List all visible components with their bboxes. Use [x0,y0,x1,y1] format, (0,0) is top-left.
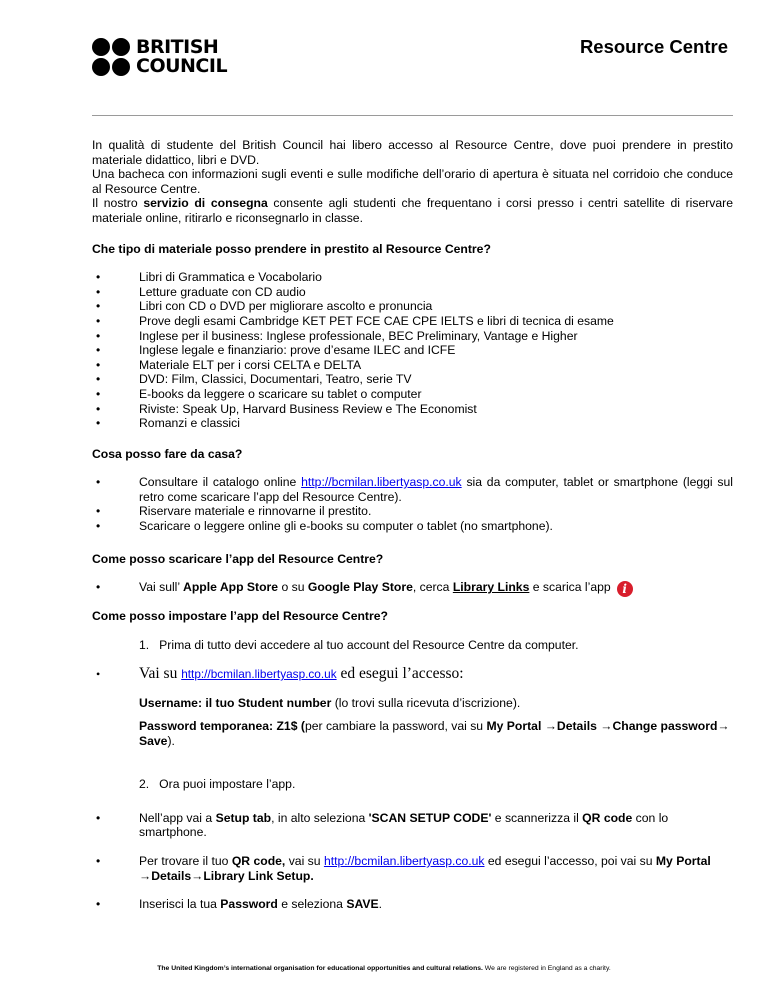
list-item: • Vai su http://bcmilan.libertyasp.co.uk ed esegui l’accesso: [92,665,733,683]
info-icon: i [617,581,633,597]
list-item: • Materiale ELT per i corsi CELTA e DELTA [92,358,733,373]
login-list [92,665,733,683]
list-item: • Libri di Grammatica e Vocabolario [92,270,733,285]
list-item: • Prove degli esami Cambridge KET PET FCE CAE CPE IELTS e libri di tecnica di esame [92,314,733,329]
catalog-link[interactable]: http://bcmilan.libertyasp.co.uk [301,475,462,490]
logo-text [136,38,227,76]
list-item: • Vai sull’ Apple App Store o su Google Play Store, cerca Library Links e scarica l’app i [92,580,733,597]
list-item: • Nell’app vai a Setup tab, in alto seleziona 'SCAN SETUP CODE' e scannerizza il QR code con lo smartphone. [92,811,733,840]
list-item: • Per trovare il tuo QR code, vai su http://bcmilan.libertyasp.co.uk ed esegui l’accesso, poi vai su My Portal →Details→Library Link Setup. [92,854,733,883]
logo-line-1: BRITISH [136,36,219,58]
logo-dots-icon [92,38,130,76]
setup-instructions-list [92,811,733,912]
password-line: Password temporanea: Z1$ (per cambiare la password, vai su My Portal →Details →Change password→ Save). [139,719,730,748]
page-title: Resource Centre [579,36,728,57]
section-heading-setup-app: Come posso impostare l’app del Resource Centre? [92,609,388,624]
intro-paragraph-1: In qualità di studente del British Council hai libero accesso al Resource Centre, dove puoi prendere in prestito materiale didattico, libri e DVD. [92,138,733,167]
list-item: • Scaricare o leggere online gli e-books su computer o tablet (no smartphone). [92,519,733,534]
footer-note: The United Kingdom’s international organisation for educational opportunities and cultural relations. We are registered in England as a charity. [157,965,611,972]
login-link[interactable]: http://bcmilan.libertyasp.co.uk [181,667,337,682]
header-divider [92,115,733,116]
british-council-logo [92,38,227,76]
list-item: • Inserisci la tua Password e seleziona SAVE. [92,897,733,912]
username-line: Username: il tuo Student number (lo trovi sulla ricevuta d’iscrizione). [139,696,521,711]
setup-step-1: 1. Prima di tutto devi accedere al tuo account del Resource Centre da computer. [139,637,579,652]
list-item: • Riviste: Speak Up, Harvard Business Review e The Economist [92,402,733,417]
list-item: • Consultare il catalogo online http://bcmilan.libertyasp.co.uk sia da computer, tablet or smartphone (leggi sul retro come scaricare l’app del Resource Centre). [92,475,733,504]
logo-line-2: COUNCIL [136,55,228,77]
section-heading-home: Cosa posso fare da casa? [92,446,243,461]
qr-code-link[interactable]: http://bcmilan.libertyasp.co.uk [323,854,485,868]
list-item: • E-books da leggere o scaricare su tablet o computer [92,387,733,402]
setup-step-2: 2. Ora puoi impostare l’app. [139,777,296,792]
document-body [92,138,733,912]
list-item: • Inglese per il business: Inglese professionale, BEC Preliminary, Vantage e Higher [92,329,733,344]
download-app-list [92,580,733,597]
intro-paragraph-3: Il nostro servizio di consegna consente agli studenti che frequentano i corsi presso i centri satellite di riservare materiale online, ritirarlo e riconsegnarlo in classe. [92,196,734,225]
intro-paragraph-2: Una bacheca con informazioni sugli eventi e sulle modifiche dell’orario di apertura è situata nel corridoio che conduce al Resource Centre. [92,167,733,196]
section-heading-materials: Che tipo di materiale posso prendere in prestito al Resource Centre? [92,241,491,256]
list-item: • Romanzi e classici [92,416,733,431]
list-item: • Letture graduate con CD audio [92,285,733,300]
list-item: • Riservare materiale e rinnovarne il prestito. [92,504,733,519]
section-heading-download-app: Come posso scaricare l’app del Resource Centre? [92,551,384,566]
materials-list [92,270,733,431]
home-actions-list [92,475,733,533]
list-item: • DVD: Film, Classici, Documentari, Teatro, serie TV [92,372,733,387]
list-item: • Libri con CD o DVD per migliorare ascolto e pronuncia [92,299,733,314]
list-item: • Inglese legale e finanziario: prove d’esame ILEC and ICFE [92,343,733,358]
